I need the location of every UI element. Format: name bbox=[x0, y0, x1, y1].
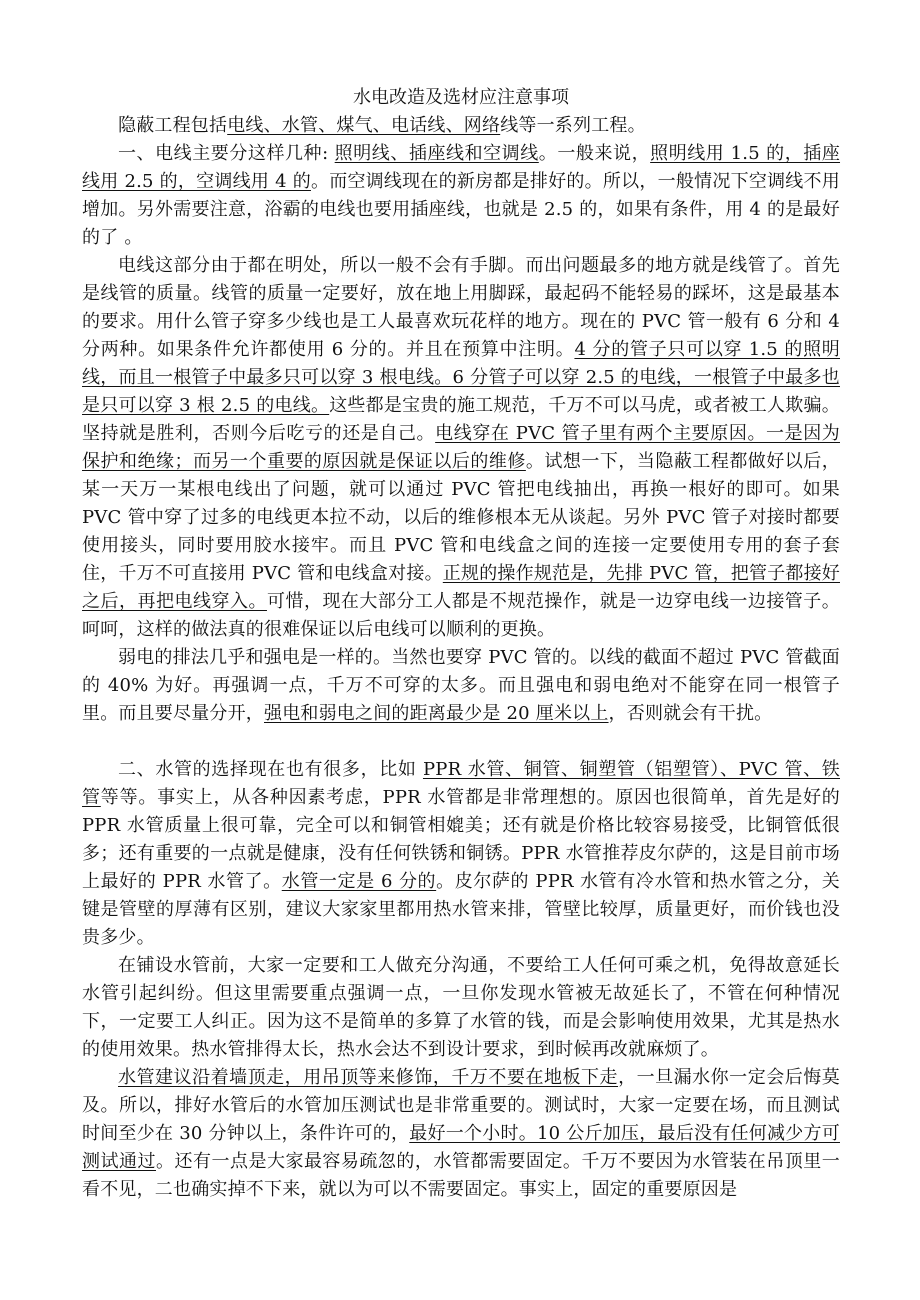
text-segment: 一、电线主要分这样几种: bbox=[118, 143, 335, 164]
underlined-text: 电线穿在 PVC 管子里有两个主要原因。一是因为保护和绝缘；而另一个重要的原因就是保证以后的维修 bbox=[82, 423, 840, 472]
underlined-text: 水管建议沿着墙顶走，用吊顶等来修饰，千万不要在地板下走 bbox=[118, 1067, 619, 1088]
underlined-text: 4 分的管子只可以穿 1.5 的照明线，而且一根管子中最多只可以穿 3 根电线。6 分管子可以穿 2.5 的电线，一根管子中最多也是只可以穿 3 根 2.5 的电线。 bbox=[82, 339, 840, 416]
text-segment: 。一般来说， bbox=[538, 143, 651, 164]
text-segment: 等等。事实上，从各种因素考虑，PPR 水管都是非常理想的。原因也很简单，首先是好的 PPR 水管质量上很可靠，完全可以和铜管相媲美；还有就是价格比较容易接受，比铜管低很多；还有重要的一点就是健康，没有任何铁锈和铜锈。PPR 水管推荐皮尔萨的，这是目前市场上最好的 PPR 水管了。 bbox=[82, 787, 841, 892]
paragraph bbox=[82, 644, 840, 728]
text-segment: 可惜，现在大部分工人都是不规范操作，就是一边穿电线一边接管子。呵呵，这样的做法真的很难保证以后电线可以顺利的更换。 bbox=[82, 591, 840, 640]
underlined-text: 强电和弱电之间的距离最少是 20 厘米以上 bbox=[264, 703, 609, 724]
underlined-text: PPR 水管、铜管、铜塑管（铝塑管）、PVC 管、铁管 bbox=[82, 759, 840, 808]
text-segment: 隐蔽工程包括 bbox=[118, 115, 228, 136]
paragraph bbox=[82, 252, 840, 644]
text-segment: ，一旦漏水你一定会后悔莫及。所以，排好水管后的水管加压测试也是非常重要的。测试时，大家一定要在场，而且测试时间至少在 30 分钟以上，条件许可的， bbox=[82, 1067, 840, 1144]
paragraph bbox=[82, 952, 840, 1064]
paragraph bbox=[82, 756, 840, 952]
underlined-text: 照明线、插座线和空调线 bbox=[334, 143, 539, 164]
text-segment: 在铺设水管前，大家一定要和工人做充分沟通，不要给工人任何可乘之机，免得故意延长水管引起纠纷。但这里需要重点强调一点，一旦你发现水管被无故延长了，不管在何种情况下，一定要工人纠正。因为这不是简单的多算了水管的钱，而是会影响使用效果，尤其是热水的使用效果。热水管排得太长，热水会达不到设计要求，到时候再改就麻烦了。 bbox=[82, 955, 840, 1060]
underlined-text: 最好一个小时。10 公斤加压，最后没有任何减少方可测试通过 bbox=[82, 1123, 840, 1172]
text-segment: 。而空调线现在的新房都是排好的。所以，一般情况下空调线不用增加。另外需要注意，浴霸的电线也要用插座线，也就是 2.5 的，如果有条件，用 4 的是最好的了 。 bbox=[82, 171, 840, 248]
text-segment: 。试想一下，当隐蔽工程都做好以后，某一天万一某根电线出了问题，就可以通过 PVC 管把电线抽出，再换一根好的即可。如果 PVC 管中穿了过多的电线更本拉不动，以后的维修根本无从谈起。另外 PVC 管子对接时都要使用接头，同时要用胶水接牢。而且 PVC 管和电线盒之间的连接一定要使用专用的套子套住，千万不可直接用 PVC 管和电线盒对接。 bbox=[82, 451, 840, 584]
text-segment: 二、水管的选择现在也有很多，比如 bbox=[118, 759, 423, 780]
underlined-text: 电线、水管、煤气、电话线、网络 bbox=[227, 115, 501, 136]
underlined-text: 正规的操作规范是，先排 PVC 管，把管子都接好之后，再把电线穿入。 bbox=[82, 563, 840, 612]
underlined-text: 水管一定是 6 分的 bbox=[281, 871, 437, 892]
document-page bbox=[82, 84, 840, 1204]
paragraph bbox=[82, 1064, 840, 1204]
text-segment: 。还有一点是大家最容易疏忽的，水管都需要固定。千万不要因为水管装在吊顶里一看不见，二也确实掉不下来，就以为可以不需要固定。事实上，固定的重要原因是 bbox=[82, 1151, 840, 1200]
text-segment: ，否则就会有干扰。 bbox=[608, 703, 773, 724]
text-segment: 电线这部分由于都在明处，所以一般不会有手脚。而出问题最多的地方就是线管了。首先是线管的质量。线管的质量一定要好，放在地上用脚踩，最起码不能轻易的踩坏，这是最基本的要求。用什么管子穿多少线也是工人最喜欢玩花样的地方。现在的 PVC 管一般有 6 分和 4 分两种。如果条件允许都使用 6 分的。并且在预算中注明。 bbox=[82, 255, 840, 360]
document-title: 水电改造及选材应注意事项 bbox=[353, 87, 569, 108]
text-segment: 。皮尔萨的 PPR 水管有冷水管和热水管之分，关键是管壁的厚薄有区别，建议大家家里都用热水管来排，管壁比较厚，质量更好，而价钱也没贵多少。 bbox=[82, 871, 840, 948]
text-segment: 弱电的排法几乎和强电是一样的。当然也要穿 PVC 管的。以线的截面不超过 PVC 管截面的 40% 为好。再强调一点，千万不可穿的太多。而且强电和弱电绝对不能穿在同一根管子里。而且要尽量分开， bbox=[82, 647, 840, 724]
text-segment: 这些都是宝贵的施工规范，千万不可以马虎，或者被工人欺骗。坚持就是胜利，否则今后吃亏的还是自己。 bbox=[82, 395, 840, 444]
underlined-text: 照明线用 1.5 的，插座线用 2.5 的，空调线用 4 的 bbox=[82, 143, 841, 192]
paragraph bbox=[82, 140, 840, 252]
document-body bbox=[82, 112, 840, 1204]
text-segment: 线等一系列工程。 bbox=[500, 115, 646, 136]
paragraph bbox=[82, 112, 840, 140]
